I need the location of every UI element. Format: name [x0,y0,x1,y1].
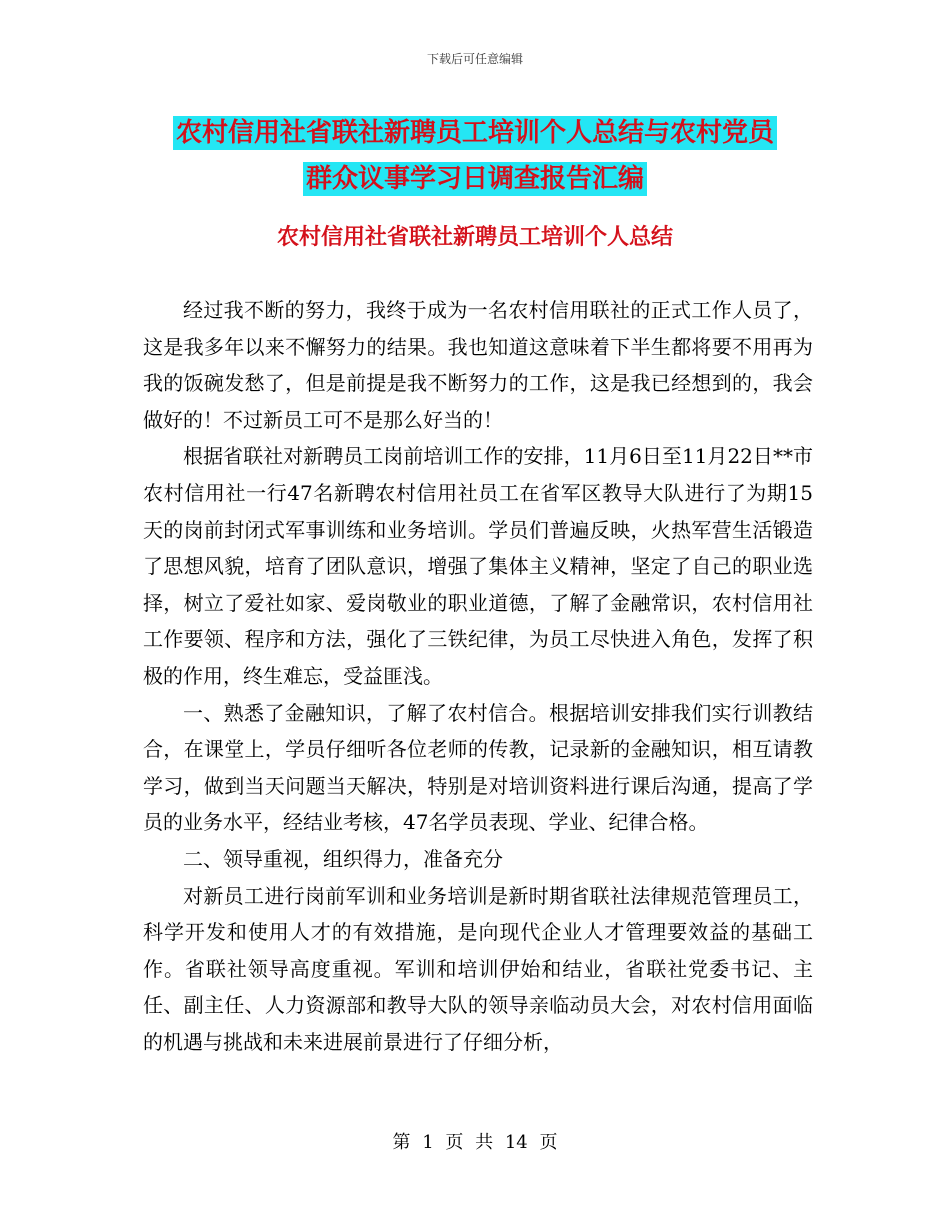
paragraph-5: 对新员工进行岗前军训和业务培训是新时期省联社法律规范管理员工，科学开发和使用人才的有效措施，是向现代企业人才管理要效益的基础工作。省联社领导高度重视。军训和培训伊始和结业，省联社党委书记、主任、副主任、人力资源部和教导大队的领导亲临动员大会，对农村信用面临的机遇与挑战和未来进展前景进行了仔细分析， [143,883,813,1054]
section-title: 农村信用社省联社新聘员工培训个人总结 [276,225,673,250]
page-footer: 第 1 页 共 14 页 [392,1132,558,1153]
paragraph-1: 经过我不断的努力，我终于成为一名农村信用联社的正式工作人员了，这是我多年以来不懈努力的结果。我也知道这意味着下半生都将要不用再为我的饭碗发愁了，但是前提是我不断努力的工作，这是我已经想到的，我会做好的！不过新员工可不是那么好当的！ [143,298,813,432]
paragraph-2: 根据省联社对新聘员工岗前培训工作的安排，11月6日至11月22日**市农村信用社一行47名新聘农村信用社员工在省军区教导大队进行了为期15天的岗前封闭式军事训练和业务培训。学员们普遍反映，火热军营生活锻造了思想风貌，培育了团队意识，增强了集体主义精神，坚定了自己的职业选择，树立了爱社如家、爱岗敬业的职业道德，了解了金融常识，农村信用社工作要领、程序和方法，强化了三铁纪律，为员工尽快进入角色，发挥了积极的作用，终生难忘，受益匪浅。 [143,444,813,688]
document-title-line-2 [0,158,950,195]
document-title-line-1 [0,112,950,149]
paragraph-4: 二、领导重视，组织得力，准备充分 [183,846,503,871]
title-highlight-1: 农村信用社省联社新聘员工培训个人总结与农村党员 [173,116,777,150]
document-body [143,292,813,1060]
page-header-note: 下载后可任意编辑 [426,52,523,66]
paragraph-3: 一、熟悉了金融知识，了解了农村信合。根据培训安排我们实行训教结合，在课堂上，学员仔细听各位老师的传教，记录新的金融知识，相互请教学习，做到当天问题当天解决，特别是对培训资料进行课后沟通，提高了学员的业务水平，经结业考核，47名学员表现、学业、纪律合格。 [143,700,813,835]
title-highlight-2: 群众议事学习日调查报告汇编 [303,162,647,196]
